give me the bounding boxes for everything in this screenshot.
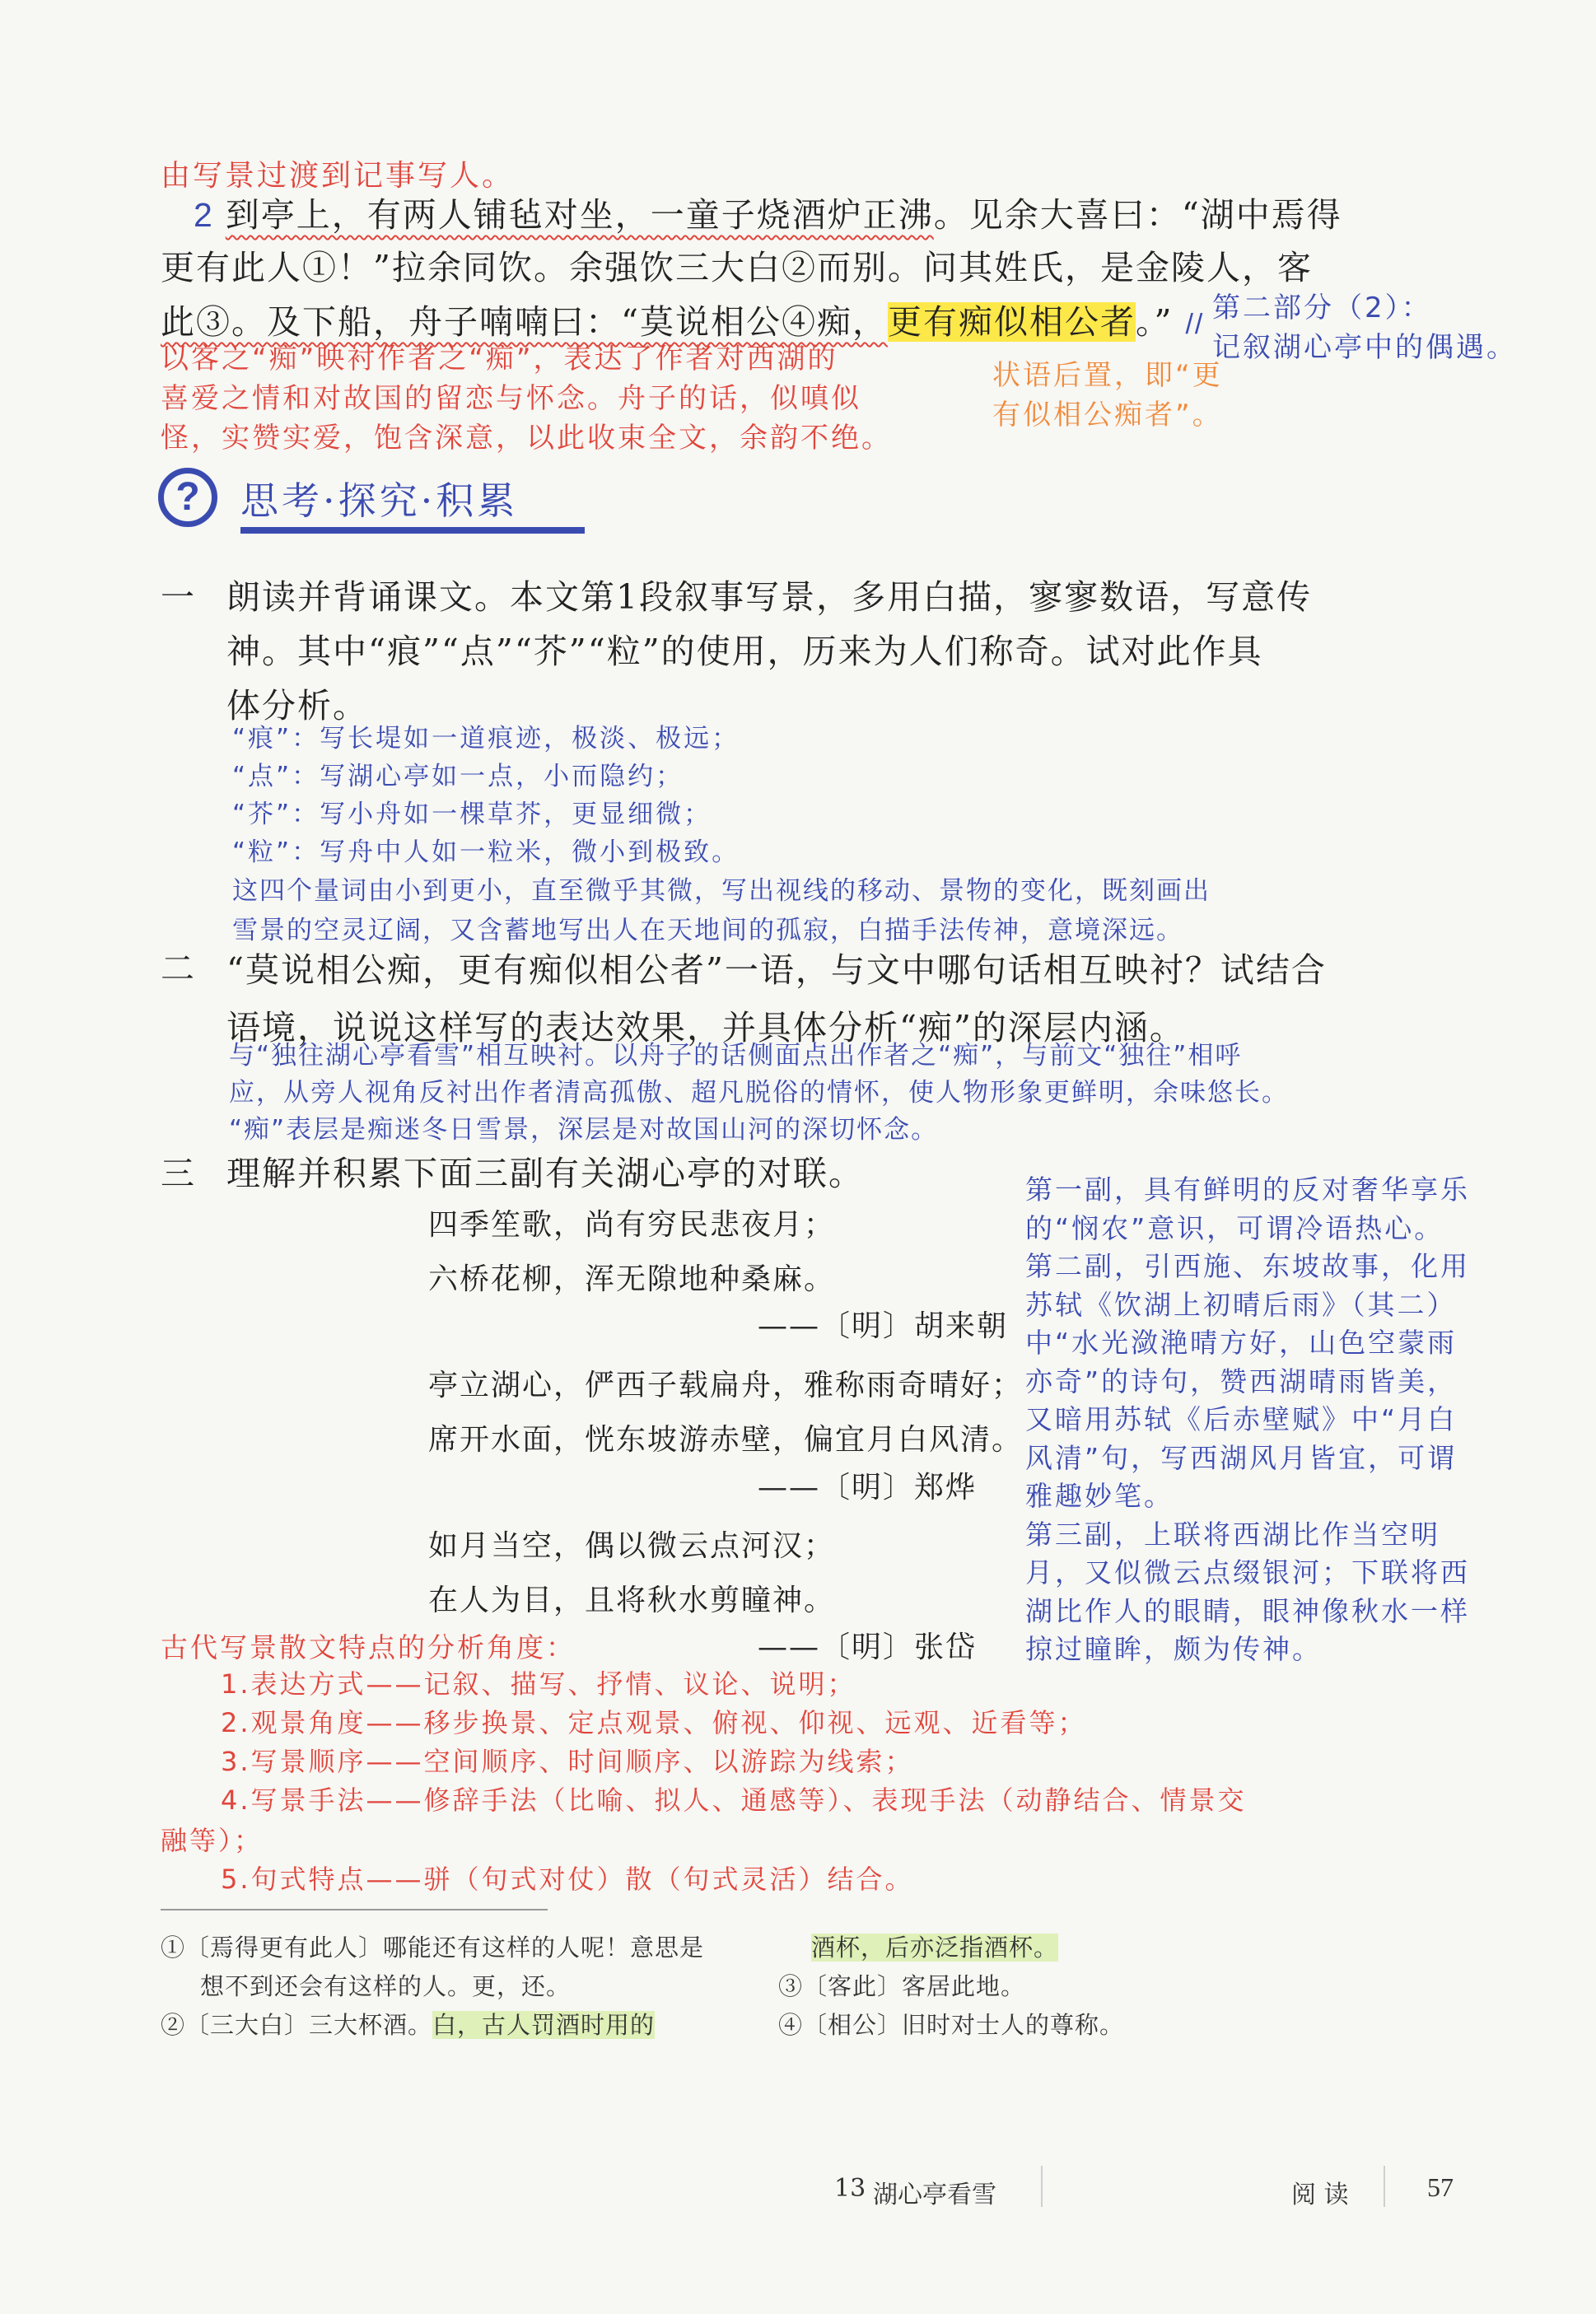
footnote-4: ④〔相公〕旧时对士人的尊称。 [778, 2011, 1125, 2039]
answer-line: “痕”：写长堤如一道痕迹，极淡、极远； [232, 724, 740, 753]
answer-line: 应，从旁人视角反衬出作者清高孤傲、超凡脱俗的情怀，使人物形象更鲜明，余味悠长。 [229, 1078, 1289, 1108]
analysis-item: 2.观景角度——移步换景、定点观景、俯视、仰视、远观、近看等； [221, 1707, 1087, 1738]
analysis-line: 又暗用苏轼《后赤壁赋》中“月白 [1025, 1403, 1458, 1435]
answer-line: 雪景的空灵辽阔，又含蓄地写出人在天地间的孤寂，白描手法传神，意境深远。 [232, 916, 1183, 945]
highlighted-text: 白，古人罚酒时用的 [432, 2011, 656, 2039]
analysis-item: 5.句式特点——骈（句式对仗）散（句式灵活）结合。 [221, 1864, 914, 1895]
couplet-2 [428, 1359, 1023, 1467]
analysis-line: 雅趣妙笔。 [1025, 1480, 1174, 1512]
couplet-1 [428, 1198, 835, 1307]
question-line: 体分析。 [226, 686, 368, 725]
side-note-line: 第二部分（2）： [1212, 292, 1432, 324]
question-line: 神。其中“痕”“点”“芥”“粒”的使用，历来为人们称奇。试对此作具 [226, 632, 1263, 671]
footnote-1-cont: 想不到还会有这样的人。更，还。 [200, 1972, 572, 2000]
footnote-1: ①〔焉得更有此人〕哪能还有这样的人呢！意思是 [161, 1934, 705, 1962]
couplet-1-author: ——〔明〕胡来朝 [758, 1309, 1009, 1343]
analysis-line: 风清”句，写西湖风月皆宜，可谓 [1025, 1441, 1458, 1474]
annotation-line: 怪，实赞实爱，饱含深意，以此收束全文，余韵不绝。 [161, 422, 892, 455]
answer-line: “痴”表层是痴迷冬日雪景，深层是对故国山河的深切怀念。 [229, 1115, 939, 1145]
answer-line: 与“独往湖心亭看雪”相互映衬。以舟子的话侧面点出作者之“痴”，与前文“独往”相呼 [229, 1041, 1243, 1071]
question-line: 语境，说说这样写的表达效果，并具体分析“痴”的深层内涵。 [226, 1008, 1185, 1047]
couplet-line: 亭立湖心，俨西子载扁舟，雅称雨奇晴好； [428, 1369, 1024, 1402]
analysis-line: 第一副，具有鲜明的反对奢华享乐 [1025, 1173, 1470, 1206]
paragraph-number: 2 [194, 196, 214, 234]
paragraph-text: 。见余大喜曰：“湖中焉得 [933, 195, 1342, 235]
footnote-3: ③〔客此〕客居此地。 [778, 1972, 1026, 2000]
analysis-line: 苏轼《饮湖上初晴后雨》（其二） [1025, 1288, 1457, 1321]
paragraph-2-line-1 [194, 188, 1342, 236]
section-divider-mark: // [1185, 309, 1205, 340]
question-3-number: 三 [161, 1154, 196, 1193]
footer-divider [1041, 2166, 1043, 2207]
orange-annotation-postposition [992, 356, 1223, 435]
footnote-2 [161, 2007, 655, 2041]
top-annotation: 由写景过渡到记事写人。 [161, 159, 515, 193]
question-mark: ? [175, 475, 200, 519]
couplet-2-author: ——〔明〕郑烨 [758, 1471, 978, 1505]
highlighted-text: 更有痴似相公者 [887, 302, 1136, 342]
answer-line: “芥”：写小舟如一棵草芥，更显细微； [232, 800, 712, 829]
analysis-line: 月，又似微云点缀银河；下联将西 [1025, 1556, 1470, 1589]
wavy-underlined-text: 此③。及下船，舟子喃喃曰：“莫说相公④痴， [161, 302, 888, 342]
annotation-line: 有似相公痴者”。 [992, 399, 1223, 432]
question-line: 朗读并背诵课文。本文第1段叙事写景，多用白描，寥寥数语，写意传 [226, 577, 1313, 617]
analysis-line: 第三副，上联将西湖比作当空明 [1025, 1518, 1440, 1551]
analysis-line: 湖比作人的眼睛，眼神像秋水一样 [1025, 1594, 1470, 1627]
analysis-line: 的“悯农”意识，可谓冷语热心。 [1025, 1211, 1444, 1244]
lesson-title: 湖心亭看雪 [873, 2181, 996, 2209]
paragraph-text: 。” [1135, 302, 1174, 342]
analysis-item-cont: 融等）； [161, 1825, 264, 1856]
annotation-line: 喜爱之情和对故国的留恋与怀念。舟子的话，似嗔似 [161, 382, 861, 415]
wavy-underlined-text: 到亭上，有两人铺毡对坐，一童子烧酒炉正沸 [225, 195, 934, 235]
question-icon [158, 468, 217, 527]
footnote-text: ②〔三大白〕三大杯酒。 [161, 2011, 433, 2039]
couplet-line: 四季笙歌，尚有穷民悲夜月； [428, 1208, 836, 1242]
red-annotation-ke-chi [161, 339, 892, 458]
side-note-line: 记叙湖心亭中的偶遇。 [1212, 331, 1517, 364]
annotation-line: 以客之“痴”映衬作者之“痴”，表达了作者对西湖的 [161, 343, 838, 376]
couplet-line: 在人为目，且将秋水剪瞳神。 [428, 1584, 836, 1617]
question-2-number: 二 [161, 949, 196, 988]
couplet-line: 如月当空，偶以微云点河汉； [428, 1529, 836, 1563]
question-3-text: 理解并积累下面三副有关湖心亭的对联。 [226, 1154, 864, 1193]
analysis-item: 1.表达方式——记叙、描写、抒情、议论、说明； [221, 1668, 856, 1700]
highlighted-text: 酒杯，后亦泛指酒杯。 [811, 1934, 1059, 1962]
answer-line: “粒”：写舟中人如一粒米，微小到极致。 [232, 837, 740, 867]
question-1-number: 一 [161, 577, 196, 617]
answer-line: “点”：写湖心亭如一点，小而隐约； [232, 762, 684, 791]
couplet-3 [428, 1519, 835, 1628]
couplet-line: 六桥花柳，浑无隙地种桑麻。 [428, 1262, 836, 1296]
question-line: “莫说相公痴，更有痴似相公者”一语，与文中哪句话相互映衬？试结合 [226, 950, 1327, 990]
part-two-side-note [1212, 288, 1517, 367]
question-1-text [226, 570, 1312, 733]
question-1-summary [232, 871, 1211, 950]
footer-section: 阅 读 [1291, 2181, 1349, 2209]
section-title-underline [240, 527, 585, 534]
answer-line: 这四个量词由小到更小，直至微乎其微，写出视线的移动、景物的变化，既刻画出 [232, 876, 1211, 906]
paragraph-2-line-3 [161, 295, 1204, 343]
analysis-line: 掠过瞳眸，颇为传神。 [1025, 1633, 1322, 1665]
section-title: 思考·探究·积累 [240, 478, 519, 523]
analysis-item: 4.写景手法——修辞手法（比喻、拟人、通感等）、表现手法（动静结合、情景交 [221, 1784, 1247, 1816]
paragraph-2-line-2: 更有此人①！”拉余同饮。余强饮三大白②而别。问其姓氏，是金陵人，客 [161, 248, 1313, 287]
analysis-line: 第二副，引西施、东坡故事，化用 [1025, 1250, 1470, 1282]
page-number: 57 [1427, 2172, 1454, 2202]
question-2-answers [229, 1038, 1289, 1149]
analysis-items [221, 1665, 1247, 1820]
footnote-2-cont [811, 1929, 1058, 1963]
footnote-rule [161, 1909, 548, 1910]
analysis-line: 亦奇”的诗句，赞西湖晴雨皆美， [1025, 1365, 1458, 1397]
analysis-heading: 古代写景散文特点的分析角度： [161, 1631, 576, 1663]
question-1-answers [232, 720, 740, 871]
couplet-line: 席开水面，恍东坡游赤壁，偏宜月白风清。 [428, 1423, 1024, 1457]
couplet-analysis [1025, 1171, 1470, 1669]
couplet-3-author: ——〔明〕张岱 [758, 1631, 978, 1664]
analysis-item: 3.写景顺序——空间顺序、时间顺序、以游踪为线索； [221, 1746, 914, 1777]
footer-divider [1384, 2166, 1385, 2207]
annotation-line: 状语后置，即“更 [992, 359, 1223, 392]
lesson-number: 13 [834, 2174, 866, 2203]
analysis-line: 中“水光潋滟晴方好，山色空蒙雨 [1025, 1327, 1458, 1359]
